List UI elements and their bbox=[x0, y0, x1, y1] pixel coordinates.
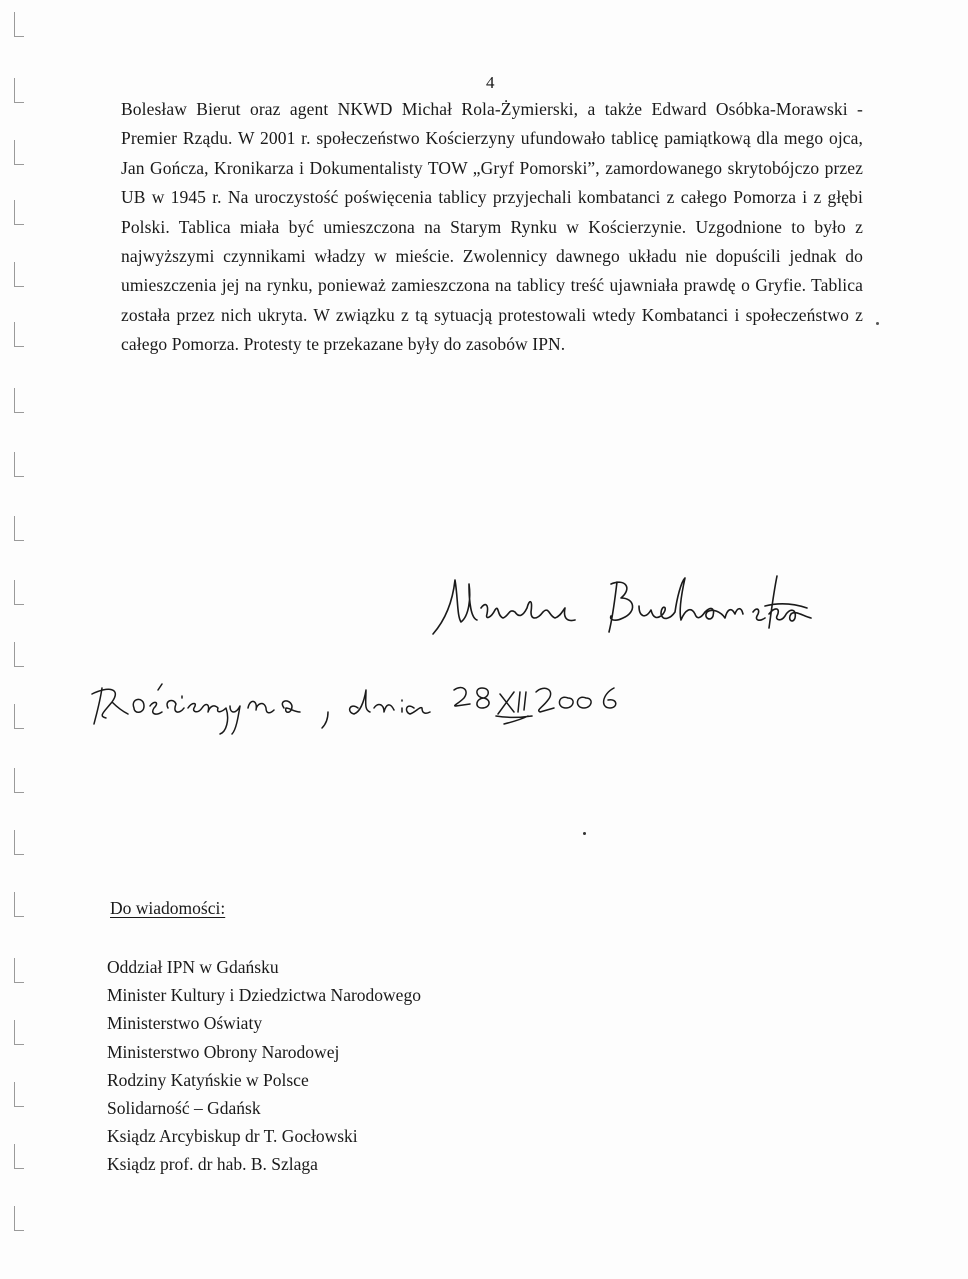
binding-mark bbox=[14, 768, 24, 793]
handwritten-signature bbox=[425, 568, 875, 648]
distribution-recipient: Oddział IPN w Gdańsku bbox=[107, 957, 279, 977]
binding-mark bbox=[14, 642, 24, 667]
distribution-recipient: Minister Kultury i Dziedzictwa Narodowego bbox=[107, 985, 421, 1006]
binding-mark bbox=[14, 12, 24, 37]
distribution-recipient: Ministerstwo Obrony Narodowej bbox=[107, 1041, 340, 1062]
distribution-recipient: Rodziny Katyńskie w Polsce bbox=[107, 1069, 309, 1090]
binding-mark bbox=[14, 78, 24, 103]
binding-mark bbox=[14, 958, 24, 983]
distribution-recipient: Ksiądz Arcybiskup dr T. Gocłowski bbox=[107, 1126, 358, 1147]
binding-mark bbox=[14, 1144, 24, 1169]
binding-mark bbox=[14, 892, 24, 917]
binding-mark bbox=[14, 388, 24, 413]
binding-mark bbox=[14, 262, 24, 287]
letter-body-paragraph: Bolesław Bierut oraz agent NKWD Michał Rola-Żymierski, a także Edward Osóbka-Morawski - Premier Rządu. W 2001 r. społeczeństwo Kościerzyny ufundowało tablicę pamiątkową dla mego ojca, Jan Gończa, Kronikarza i Dokumentalisty TOW „Gryf Pomorski”, zamordowanego skrytobójczo przez UB w 1945 r. Na uroczystość poświęcenia tablicy przyjechali kombatanci z całego Pomorza i z głębi Polski. Tablica miała być umieszczona na Starym Rynku w Kościerzynie. Uzgodnione to było z najwyższymi czynnikami władzy w mieście. Zwolennicy dawnego układu nie dopuścili jednak do umieszczenia jej na rynku, ponieważ zamieszczona na tablicy treść ujawniała prawdę o Gryfie. Tablica została przez nich ukryta. W związku z tą sytuacją protestowali wtedy Kombatanci i społeczeństwo z całego Pomorza. Protesty te przekazane były do zasobów IPN. bbox=[121, 99, 863, 355]
scan-speck bbox=[583, 832, 586, 835]
distribution-heading: Do wiadomości: bbox=[110, 898, 226, 918]
binding-mark bbox=[14, 322, 24, 347]
binding-mark bbox=[14, 516, 24, 541]
distribution-list bbox=[107, 953, 421, 1179]
distribution-recipient: Solidarność – Gdańsk bbox=[107, 1098, 261, 1119]
binding-mark bbox=[14, 1206, 24, 1231]
binding-mark bbox=[14, 830, 24, 855]
binding-mark bbox=[14, 1020, 24, 1045]
handwritten-place-and-date bbox=[88, 668, 658, 748]
binding-mark bbox=[14, 704, 24, 729]
binding-mark bbox=[14, 580, 24, 605]
distribution-recipient: Ksiądz prof. dr hab. B. Szlaga bbox=[107, 1154, 318, 1175]
binding-mark bbox=[14, 1082, 24, 1107]
page-number: 4 bbox=[486, 73, 495, 92]
binding-mark bbox=[14, 452, 24, 477]
distribution-recipient: Ministerstwo Oświaty bbox=[107, 1013, 263, 1034]
scan-speck bbox=[876, 322, 879, 325]
binding-mark bbox=[14, 140, 24, 165]
binding-mark bbox=[14, 200, 24, 225]
